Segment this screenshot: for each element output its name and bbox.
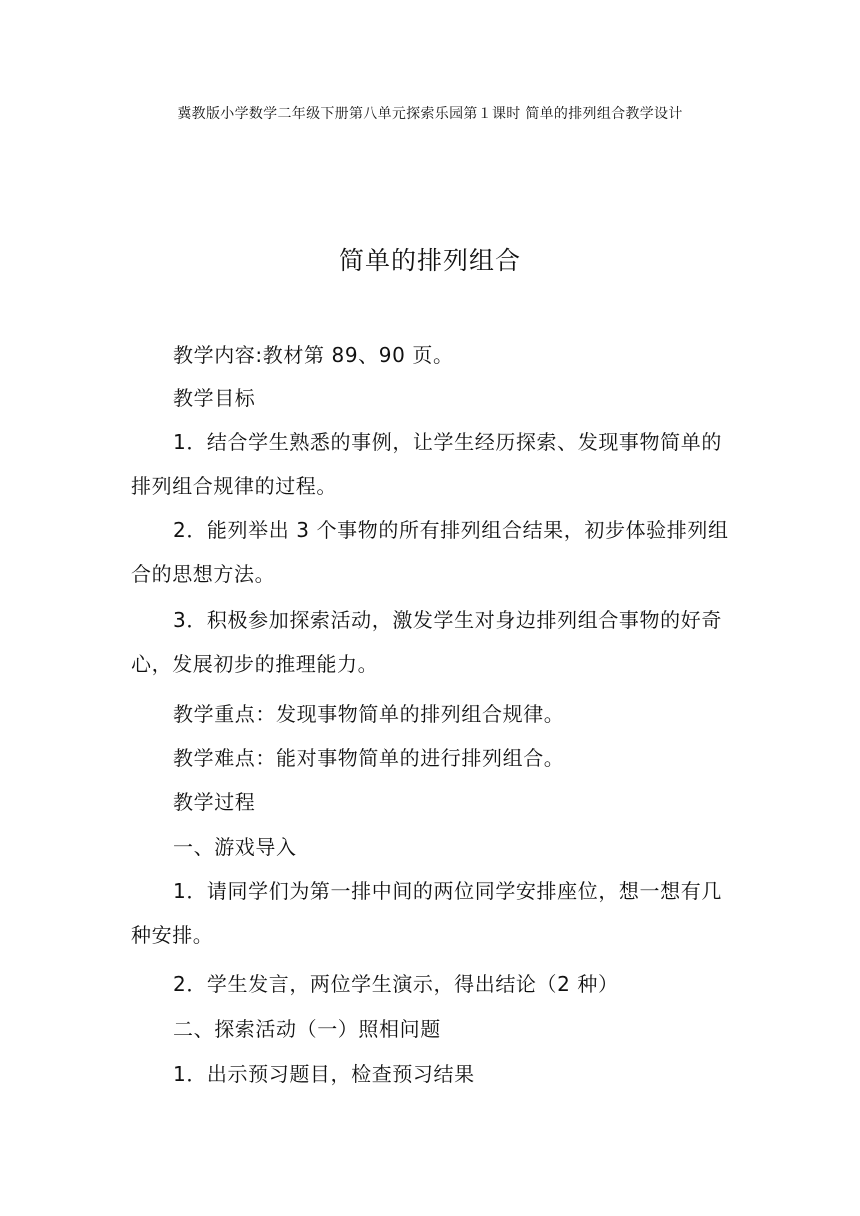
paragraph-difficult-point: 教学难点：能对事物简单的进行排列组合。 — [173, 746, 565, 770]
paragraph-key-point: 教学重点：发现事物简单的排列组合规律。 — [173, 702, 565, 726]
paragraph-goal-1: 1．结合学生熟悉的事例，让学生经历探索、发现事物简单的排列组合规律的过程。 — [131, 430, 722, 498]
paragraph-teaching-process-heading: 教学过程 — [173, 790, 256, 814]
paragraph-goal-2: 2．能列举出 3 个事物的所有排列组合结果，初步体验排列组合的思想方法。 — [131, 518, 729, 586]
paragraph-section-1-heading: 一、游戏导入 — [173, 835, 297, 859]
paragraph-section-2-step-1: 1．出示预习题目，检查预习结果 — [173, 1062, 475, 1086]
paragraph-section-1-step-2: 2．学生发言，两位学生演示，得出结论（2 种） — [173, 972, 619, 996]
document-header: 冀教版小学数学二年级下册第八单元探索乐园第１课时 简单的排列组合教学设计 — [177, 106, 683, 122]
paragraph-section-2-heading: 二、探索活动（一）照相问题 — [173, 1017, 441, 1041]
paragraph-section-1-step-1: 1．请同学们为第一排中间的两位同学安排座位，想一想有几种安排。 — [131, 879, 722, 947]
paragraph-teaching-content: 教学内容:教材第 89、90 页。 — [173, 343, 454, 367]
paragraph-teaching-goals-heading: 教学目标 — [173, 386, 256, 410]
document-title: 简单的排列组合 — [338, 246, 521, 275]
paragraph-goal-3: 3．积极参加探索活动，激发学生对身边排列组合事物的好奇心，发展初步的推理能力。 — [131, 608, 722, 676]
